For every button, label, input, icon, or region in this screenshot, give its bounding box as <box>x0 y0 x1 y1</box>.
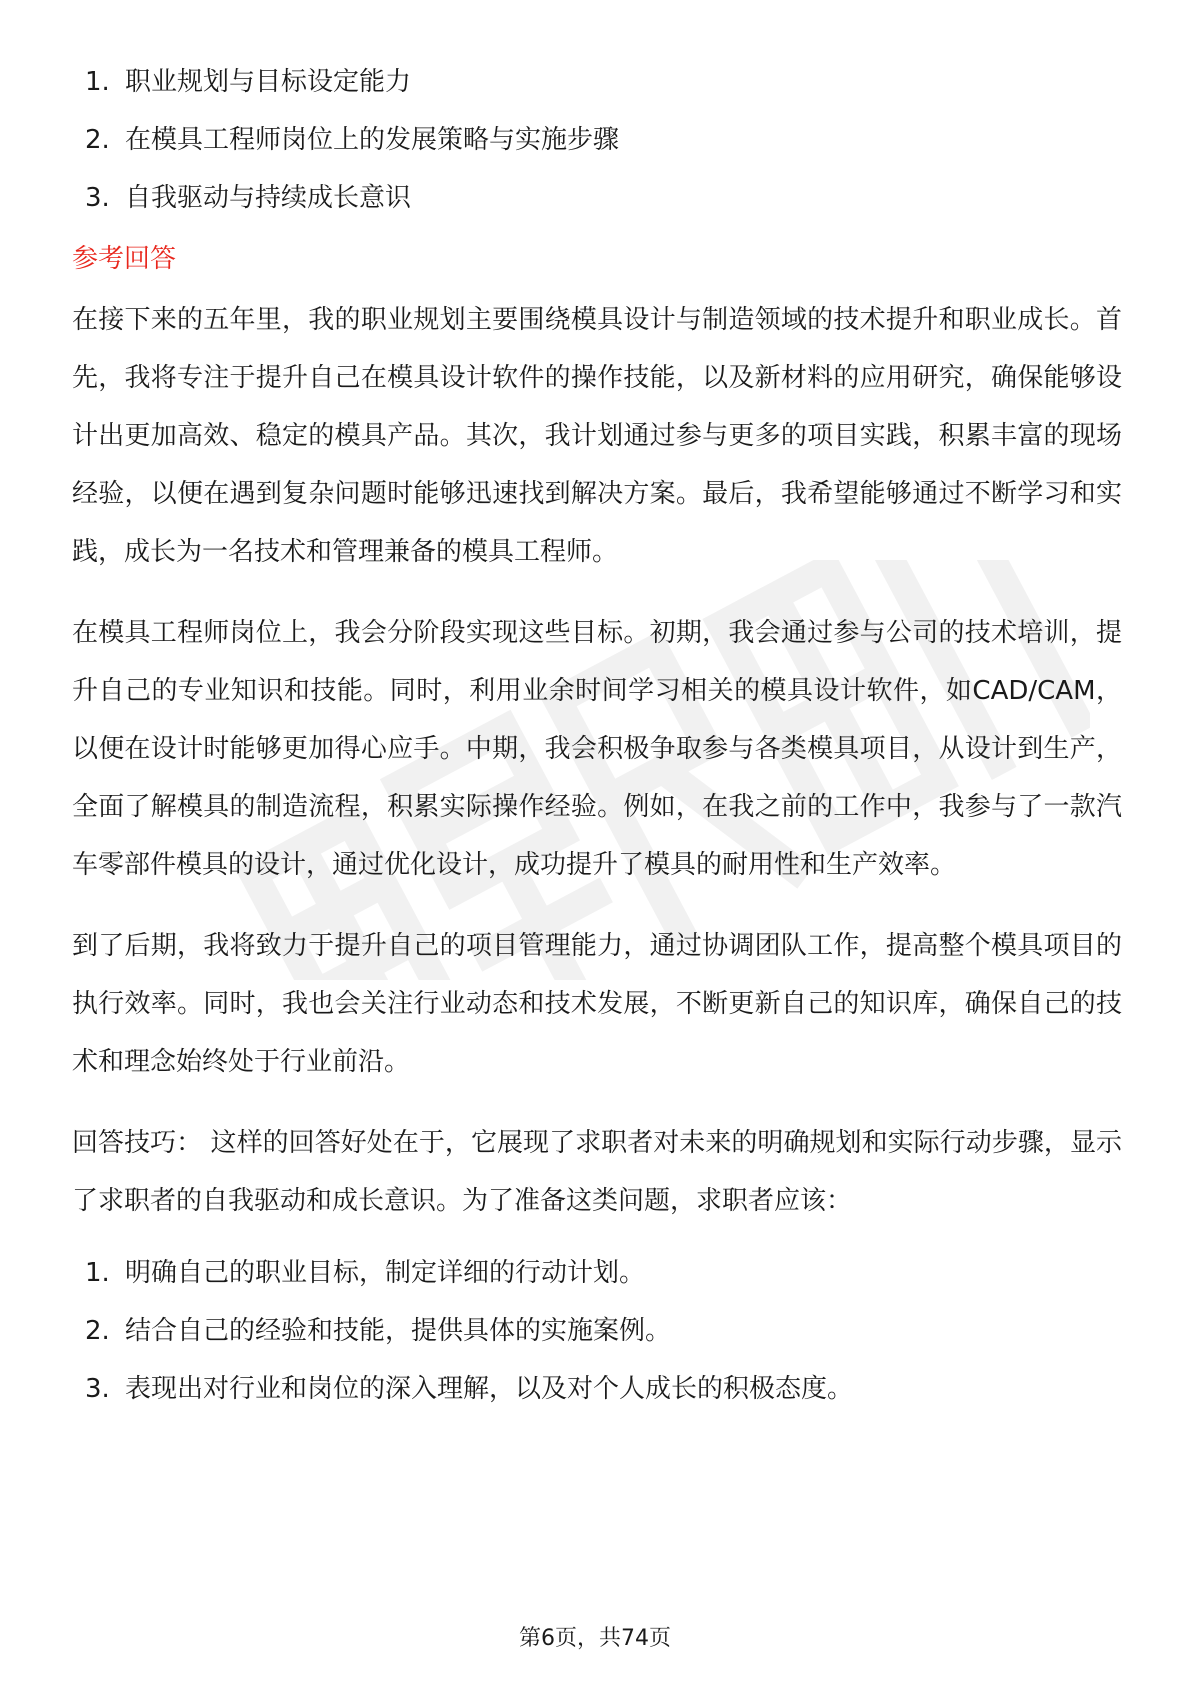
list-item-text: 明确自己的职业目标，制定详细的行动计划。 <box>125 1258 646 1288</box>
reference-answer-heading: 参考回答 <box>72 244 177 274</box>
list-item-number: 3. <box>85 1374 110 1404</box>
document-page <box>72 0 1122 1418</box>
list-item-text: 自我驱动与持续成长意识 <box>125 183 412 213</box>
page-number-footer: 第6页，共74页 <box>519 1626 671 1651</box>
answer-paragraph: 到了后期，我将致力于提升自己的项目管理能力，通过协调团队工作，提高整个模具项目的执行效率。同时，我也会关注行业动态和技术发展，不断更新自己的知识库，确保自己的技术和理念始终处于行业前沿。 <box>72 931 1122 1077</box>
question-points-list <box>72 53 1122 227</box>
answer-paragraph: 在模具工程师岗位上，我会分阶段实现这些目标。初期，我会通过参与公司的技术培训，提升自己的专业知识和技能。同时，利用业余时间学习相关的模具设计软件，如CAD/CAM，以便在设计时能够更加得心应手。中期，我会积极争取参与各类模具项目，从设计到生产，全面了解模具的制造流程，积累实际操作经验。例如，在我之前的工作中，我参与了一款汽车零部件模具的设计，通过优化设计，成功提升了模具的耐用性和生产效率。 <box>72 618 1122 880</box>
list-item <box>72 111 1122 169</box>
list-item-number: 3. <box>85 183 110 213</box>
list-item <box>72 1302 1122 1360</box>
list-item-text: 在模具工程师岗位上的发展策略与实施步骤 <box>125 125 620 155</box>
answer-tips-paragraph: 回答技巧： 这样的回答好处在于，它展现了求职者对未来的明确规划和实际行动步骤，显示了求职者的自我驱动和成长意识。为了准备这类问题，求职者应该： <box>72 1128 1122 1216</box>
list-item-number: 1. <box>85 67 110 97</box>
tips-list <box>72 1244 1122 1418</box>
list-item-text: 表现出对行业和岗位的深入理解，以及对个人成长的积极态度。 <box>125 1374 854 1404</box>
answer-paragraph: 在接下来的五年里，我的职业规划主要围绕模具设计与制造领域的技术提升和职业成长。首先，我将专注于提升自己在模具设计软件的操作技能，以及新材料的应用研究，确保能够设计出更加高效、稳定的模具产品。其次，我计划通过参与更多的项目实践，积累丰富的现场经验，以便在遇到复杂问题时能够迅速找到解决方案。最后，我希望能够通过不断学习和实践，成长为一名技术和管理兼备的模具工程师。 <box>72 305 1122 567</box>
list-item <box>72 169 1122 227</box>
list-item <box>72 1360 1122 1418</box>
list-item-number: 2. <box>85 125 110 155</box>
list-item-text: 职业规划与目标设定能力 <box>125 67 412 97</box>
list-item <box>72 1244 1122 1302</box>
list-item-text: 结合自己的经验和技能，提供具体的实施案例。 <box>125 1316 672 1346</box>
list-item <box>72 53 1122 111</box>
list-item-number: 2. <box>85 1316 110 1346</box>
list-item-number: 1. <box>85 1258 110 1288</box>
